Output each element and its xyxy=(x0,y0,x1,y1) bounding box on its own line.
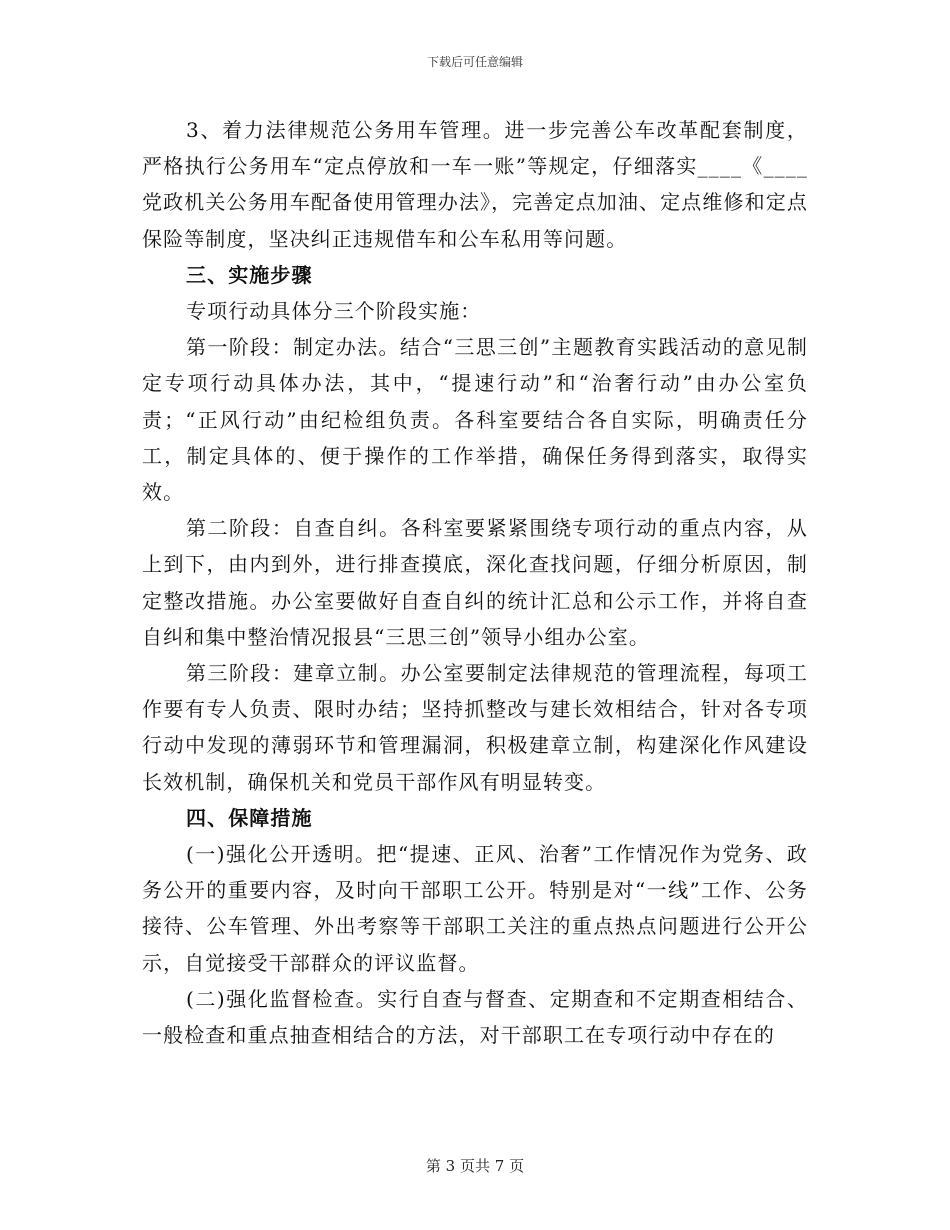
page-number: 第 3 页共 7 页 xyxy=(425,1157,525,1175)
paragraph-stage-3: 第三阶段：建章立制。办公室要制定法律规范的管理流程，每项工作要有专人负责、限时办结；坚持抓整改与建长效相结合，针对各专项行动中发现的薄弱环节和管理漏洞，积极建章立制，构建深化作风建设长效机制，确保机关和党员干部作风有明显转变。 xyxy=(142,661,808,794)
page-header: 下载后可任意编辑 xyxy=(426,55,523,69)
document-body xyxy=(142,112,808,1053)
paragraph-measure-1: (一)强化公开透明。把“提速、正风、治奢”工作情况作为党务、政务公开的重要内容，及时向干部职工公开。特别是对“一线”工作、公务接待、公车管理、外出考察等干部职工关注的重点热点问题进行公开公示，自觉接受干部群众的评议监督。 xyxy=(142,842,808,975)
section-heading-safeguards: 四、保障措施 xyxy=(186,805,313,830)
section-heading-implementation-steps: 三、实施步骤 xyxy=(186,262,313,287)
paragraph-intro: 专项行动具体分三个阶段实施： xyxy=(186,299,482,324)
paragraph-measure-2: (二)强化监督检查。实行自查与督查、定期查和不定期查相结合、一般检查和重点抽查相结合的方法，对干部职工在专项行动中存在的 xyxy=(142,986,808,1048)
paragraph-item-3: 3、着力法律规范公务用车管理。进一步完善公车改革配套制度，严格执行公务用车“定点停放和一车一账”等规定，仔细落实____《____党政机关公务用车配备使用管理办法》，完善定点加油、定点维修和定点保险等制度，坚决纠正违规借车和公车私用等问题。 xyxy=(142,118,808,251)
paragraph-stage-1: 第一阶段：制定办法。结合“三思三创”主题教育实践活动的意见制定专项行动具体办法，其中，“提速行动”和“治奢行动”由办公室负责；“正风行动”由纪检组负责。各科室要结合各自实际，明确责任分工，制定具体的、便于操作的工作举措，确保任务得到落实，取得实效。 xyxy=(142,335,808,505)
paragraph-stage-2: 第二阶段：自查自纠。各科室要紧紧围绕专项行动的重点内容，从上到下，由内到外，进行排查摸底，深化查找问题，仔细分析原因，制定整改措施。办公室要做好自查自纠的统计汇总和公示工作，并将自查自纠和集中整治情况报县“三思三创”领导小组办公室。 xyxy=(142,516,808,649)
